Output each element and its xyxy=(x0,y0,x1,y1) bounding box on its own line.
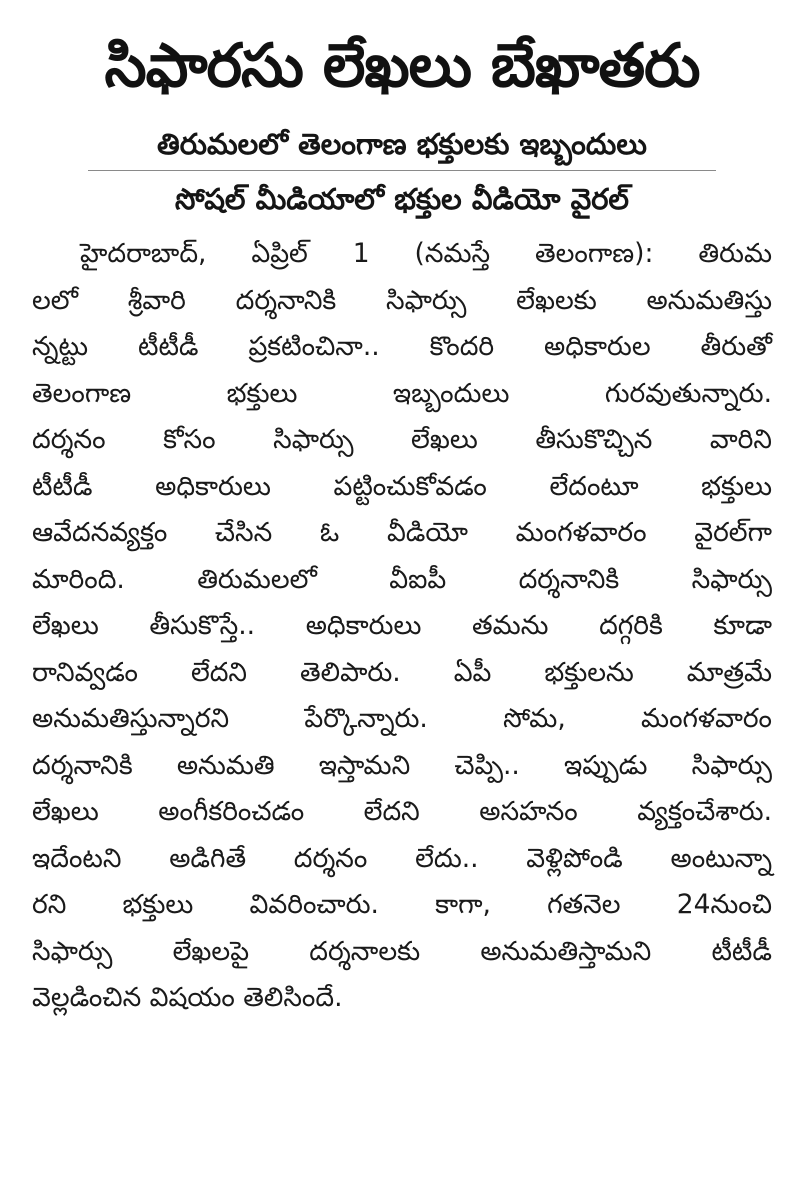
body-line: రానివ్వడం లేదని తెలిపారు. ఏపీ భక్తులను మాత్రమే xyxy=(32,656,772,688)
body-line: రని భక్తులు వివరించారు. కాగా, గతనెల 24నుంచి xyxy=(32,889,772,920)
subheading-1: తిరుమలలో తెలంగాణ భక్తులకు ఇబ్బందులు xyxy=(157,127,647,161)
body-line: అనుమతిస్తున్నారని పేర్కొన్నారు. సోమ, మంగళవారం xyxy=(32,703,772,734)
body-line: దర్శనం కోసం సిఫార్సు లేఖలు తీసుకొచ్చిన వారిని xyxy=(32,424,772,455)
body-line: లలో శ్రీవారి దర్శనానికి సిఫార్సు లేఖలకు అనుమతిస్తు xyxy=(32,284,772,316)
headline: సిఫారసు లేఖలు బేఖాతరు xyxy=(104,31,700,101)
subheading-divider xyxy=(88,170,716,171)
body-line: దర్శనానికి అనుమతి ఇస్తామని చెప్పి.. ఇప్పుడు సిఫార్సు xyxy=(32,749,772,781)
body-line: హైదరాబాద్, ఏప్రిల్ 1 (నమస్తే తెలంగాణ): తిరుమ xyxy=(80,238,772,269)
body-line: లేఖలు అంగీకరించడం లేదని అసహనం వ్యక్తంచేశారు. xyxy=(32,796,772,827)
body-line: తెలంగాణ భక్తులు ఇబ్బందులు గురవుతున్నారు. xyxy=(32,377,772,409)
body-line: సిఫార్సు లేఖలపై దర్శనాలకు అనుమతిస్తామని టీటీడీ xyxy=(32,935,772,967)
body-line: న్నట్టు టీటీడీ ప్రకటించినా.. కొందరి అధికారుల తీరుతో xyxy=(32,331,772,362)
body-line: వెల్లడించిన విషయం తెలిసిందే. xyxy=(32,982,343,1013)
article-body xyxy=(32,231,772,1022)
body-line: ఇదేంటని అడిగితే దర్శనం లేదు.. వెళ్లిపోండి అంటున్నా xyxy=(32,842,772,874)
body-line: ఆవేదనవ్యక్తం చేసిన ఓ వీడియో మంగళవారం వైరల్‌గా xyxy=(32,517,772,548)
body-line: లేఖలు తీసుకొస్తే.. అధికారులు తమను దగ్గరికి కూడా xyxy=(32,610,772,641)
body-line: మారింది. తిరుమలలో వీఐపీ దర్శనానికి సిఫార్సు xyxy=(32,563,772,595)
body-line: టీటీడీ అధికారులు పట్టించుకోవడం లేదంటూ భక్తులు xyxy=(32,470,772,502)
subheading-2: సోషల్ మీడియాలో భక్తుల వీడియో వైరల్ xyxy=(175,182,629,216)
